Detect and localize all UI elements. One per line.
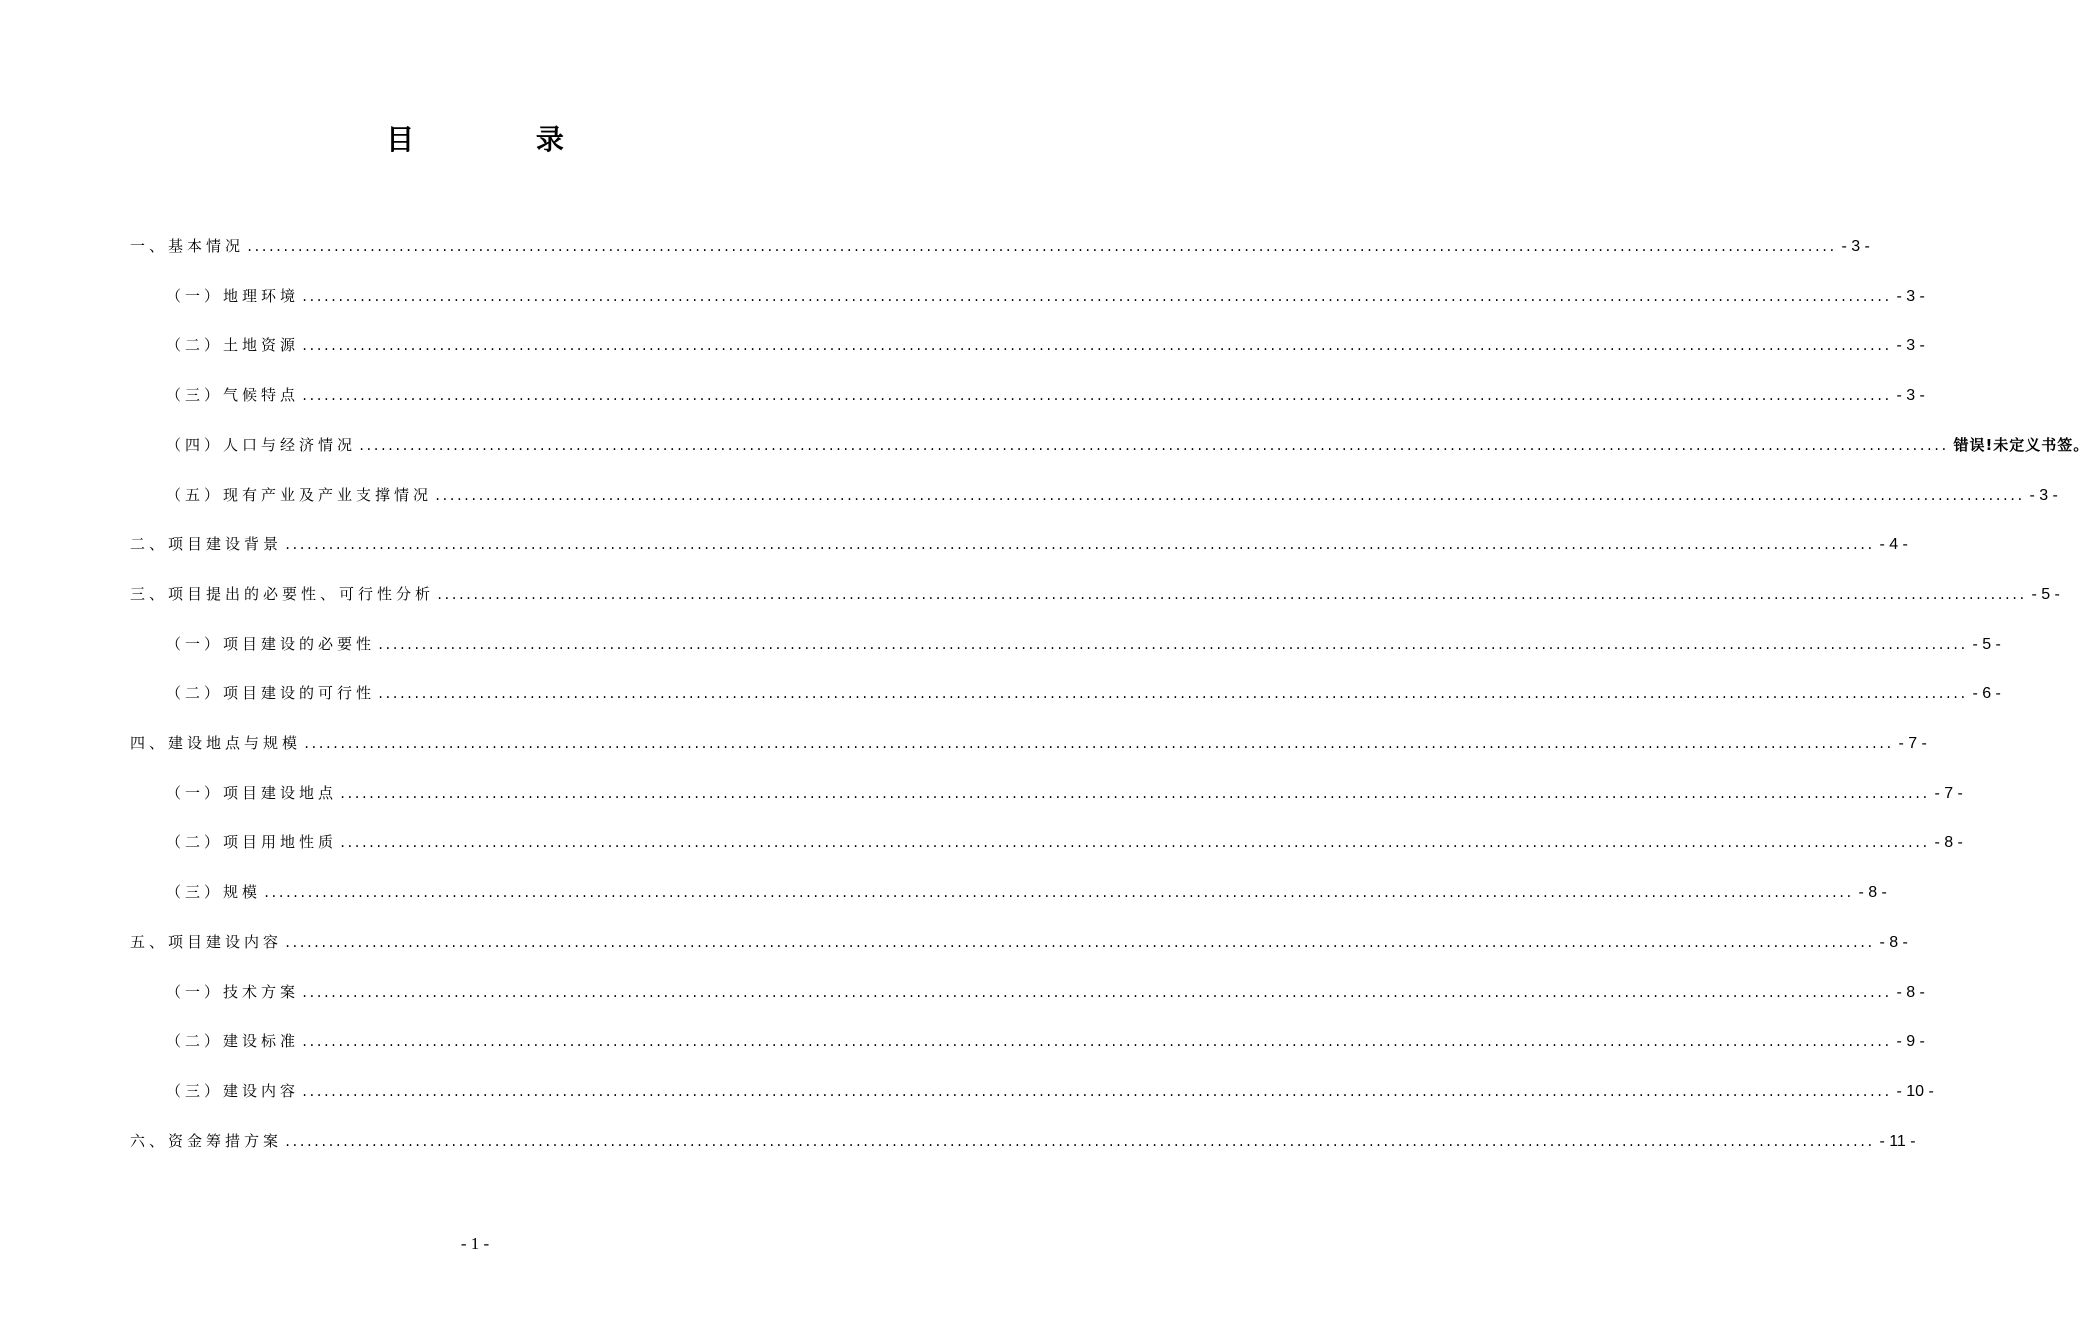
toc-entry[interactable]: [166, 675, 2001, 711]
toc-entry-label: （二）土地资源: [166, 336, 300, 355]
toc-leader-dots: ............................................................................................................................................................................................................................: [301, 1035, 1891, 1050]
toc-entry-label: 二、项目建设背景: [130, 535, 283, 554]
toc-entry[interactable]: [166, 377, 1925, 413]
toc-entry[interactable]: [130, 228, 1870, 264]
toc-entry[interactable]: [166, 775, 1963, 811]
toc-leader-dots: ............................................................................................................................................................................................................................: [339, 786, 1929, 801]
toc-entry-page-number: - 6 -: [1972, 685, 2001, 703]
toc-entry-page-number: - 8 -: [1896, 983, 1925, 1001]
toc-entry[interactable]: [166, 327, 1925, 363]
toc-entry-label: （二）项目建设的可行性: [166, 684, 376, 703]
toc-leader-dots: ............................................................................................................................................................................................................................: [301, 339, 1891, 354]
toc-entry[interactable]: [130, 1123, 1916, 1159]
toc-entry-label: （二）项目用地性质: [166, 833, 338, 852]
toc-entry-label: （三）气候特点: [166, 386, 300, 405]
toc-entry-page-number: - 8 -: [1858, 884, 1887, 902]
toc-leader-dots: ............................................................................................................................................................................................................................: [263, 886, 1853, 901]
toc-entry-page-number: - 5 -: [2031, 585, 2060, 603]
toc-entry-label: 五、项目建设内容: [130, 932, 283, 951]
toc-leader-dots: ............................................................................................................................................................................................................................: [436, 587, 2026, 602]
toc-title: 目 录: [386, 123, 620, 156]
toc-leader-dots: ............................................................................................................................................................................................................................: [377, 637, 1967, 652]
toc-entry[interactable]: [166, 874, 1887, 910]
toc-entry-label: （二）建设标准: [166, 1032, 300, 1051]
toc-leader-dots: ............................................................................................................................................................................................................................: [301, 289, 1891, 304]
toc-leader-dots: ............................................................................................................................................................................................................................: [301, 985, 1891, 1000]
toc-entry-page-number: - 11 -: [1879, 1132, 1916, 1150]
toc-entry-page-number: - 3 -: [1896, 337, 1925, 355]
toc-entry[interactable]: [130, 725, 1927, 761]
toc-leader-dots: ............................................................................................................................................................................................................................: [284, 1134, 1874, 1149]
toc-entry[interactable]: [130, 526, 1908, 562]
toc-entry-label: 四、建设地点与规模: [130, 734, 302, 752]
toc-entry[interactable]: [130, 924, 1908, 960]
toc-leader-dots: ............................................................................................................................................................................................................................: [246, 240, 1836, 254]
toc-entry-page-number: - 8 -: [1879, 933, 1908, 951]
toc-entry-page-number: - 3 -: [1841, 238, 1870, 255]
toc-entry-label: （五）现有产业及产业支撑情况: [166, 485, 433, 504]
toc-entry-page-number: - 8 -: [1934, 834, 1963, 852]
toc-entry-page-number: - 10 -: [1896, 1082, 1934, 1100]
toc-leader-dots: ............................................................................................................................................................................................................................: [301, 1084, 1891, 1099]
toc-entry[interactable]: [166, 974, 1925, 1010]
toc-entry-label: （一）地理环境: [166, 286, 300, 305]
toc-entry[interactable]: [166, 1023, 1925, 1059]
toc-leader-dots: ............................................................................................................................................................................................................................: [434, 488, 2024, 503]
toc-entry-page-number: - 3 -: [1896, 287, 1925, 305]
toc-leader-dots: ............................................................................................................................................................................................................................: [358, 438, 1948, 453]
toc-entry-label: （三）建设内容: [166, 1081, 300, 1100]
toc-leader-dots: ............................................................................................................................................................................................................................: [339, 836, 1929, 851]
toc-entry-label: 一、基本情况: [130, 237, 245, 255]
toc-entry[interactable]: [166, 477, 2058, 513]
toc-entry-page-number: - 9 -: [1896, 1033, 1925, 1051]
toc-leader-dots: ............................................................................................................................................................................................................................: [303, 737, 1893, 751]
toc-entry-page-number: - 3 -: [1896, 387, 1925, 405]
toc-entry[interactable]: [166, 626, 2001, 662]
toc-entry-page-number: - 3 -: [2029, 486, 2058, 504]
page-number-footer: - 1 -: [460, 1234, 490, 1253]
toc-leader-dots: ............................................................................................................................................................................................................................: [377, 687, 1967, 702]
toc-entry-page-number: - 5 -: [1972, 635, 2001, 653]
toc-entry-label: （一）技术方案: [166, 982, 300, 1001]
toc-leader-dots: ............................................................................................................................................................................................................................: [284, 538, 1874, 553]
toc-entry-label: 六、资金筹措方案: [130, 1131, 283, 1150]
toc-leader-dots: ............................................................................................................................................................................................................................: [301, 389, 1891, 404]
toc-entry[interactable]: [166, 1073, 1934, 1109]
toc-entry-label: （四）人口与经济情况: [166, 435, 357, 454]
toc-entry-page-number: - 4 -: [1879, 536, 1908, 554]
toc-entry-label: （一）项目建设的必要性: [166, 634, 376, 653]
toc-entry-label: （三）规模: [166, 883, 262, 902]
toc-entry[interactable]: [130, 576, 2060, 612]
toc-entry-label: 三、项目提出的必要性、可行性分析: [130, 584, 435, 603]
toc-entry-label: （一）项目建设地点: [166, 783, 338, 802]
toc-entry-page-number: - 7 -: [1934, 784, 1963, 802]
toc-leader-dots: ............................................................................................................................................................................................................................: [284, 935, 1874, 950]
toc-entry[interactable]: [166, 278, 1925, 314]
toc-entry[interactable]: [166, 824, 1963, 860]
toc-entry-error-text: 错误!未定义书签。: [1953, 435, 2089, 454]
toc-entry[interactable]: [166, 427, 2089, 463]
toc-entry-page-number: - 7 -: [1898, 735, 1927, 752]
